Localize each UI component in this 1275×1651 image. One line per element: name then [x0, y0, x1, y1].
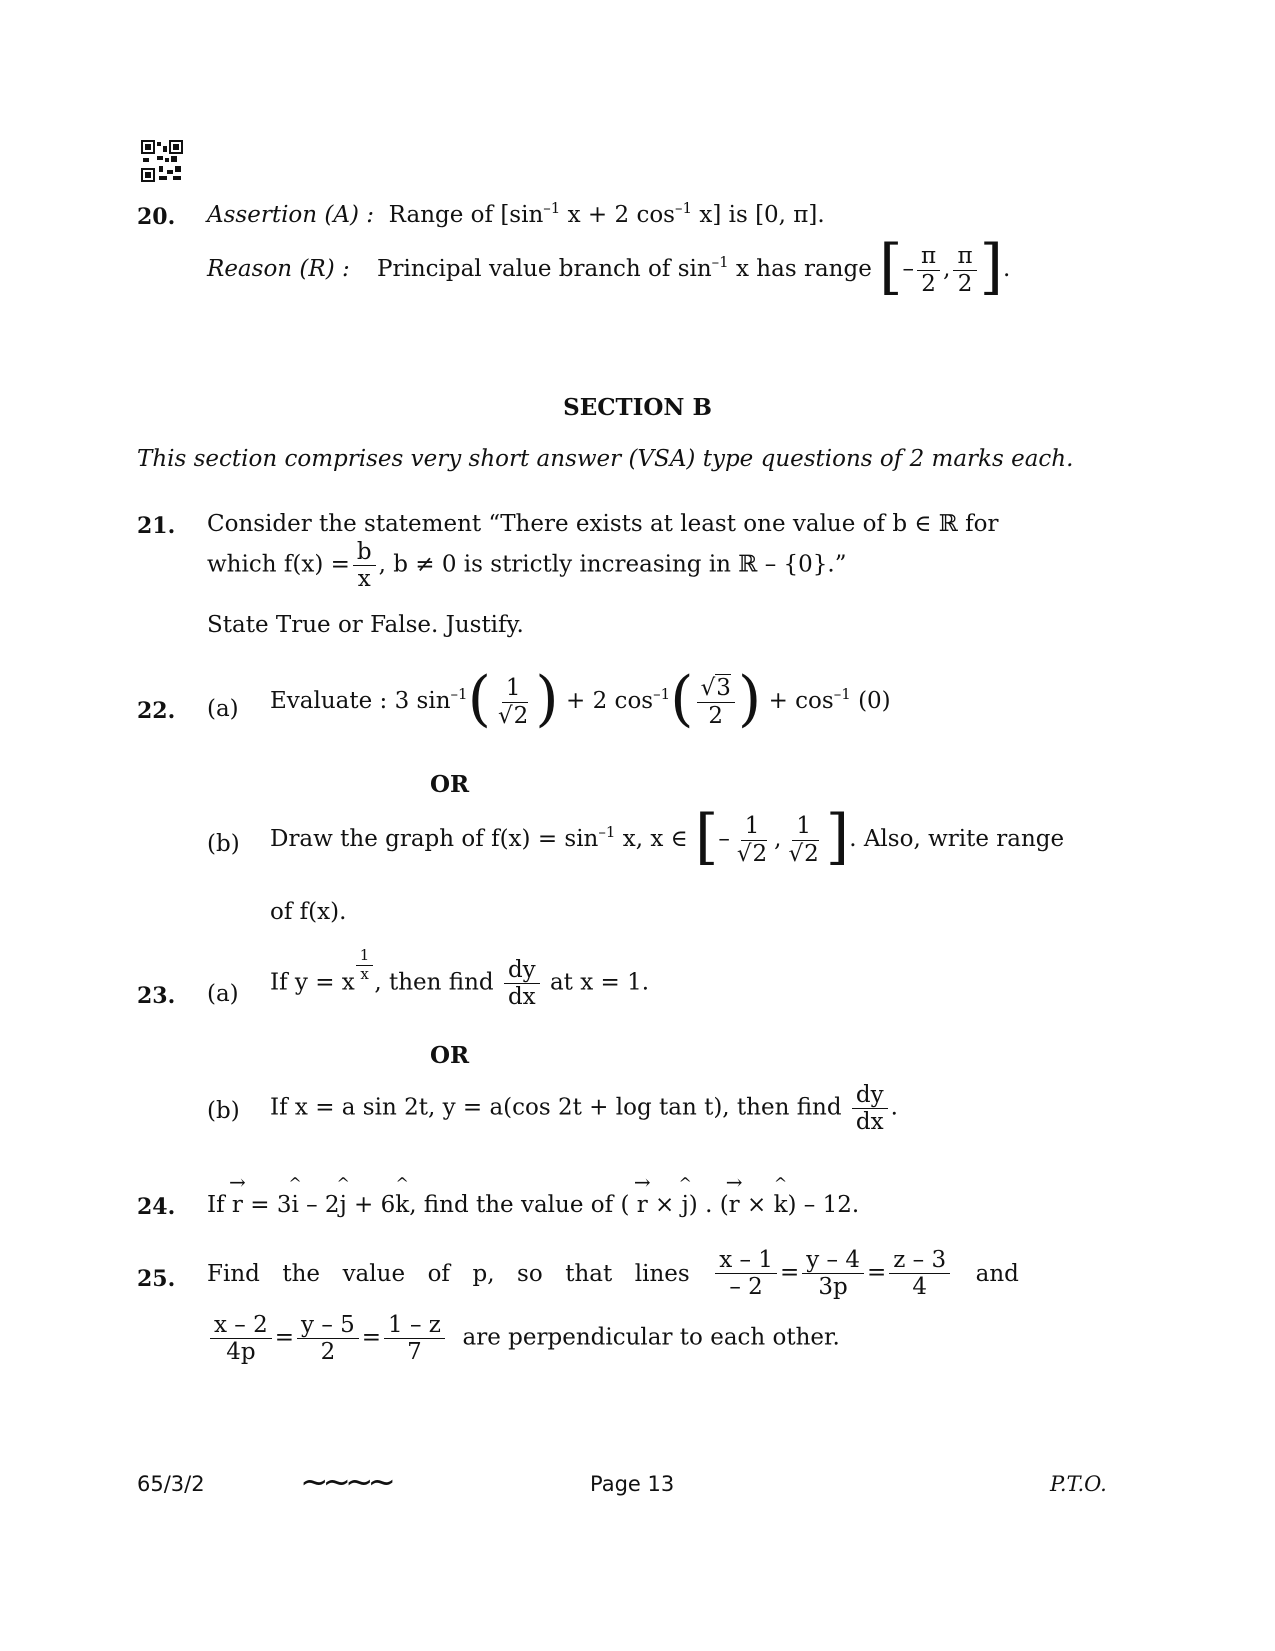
q22b-line2: of f(x).	[270, 899, 347, 925]
part-label: (a)	[207, 981, 239, 1007]
question-number: 23.	[137, 983, 176, 1009]
tilde-decoration-icon: ~~~~	[300, 1462, 390, 1502]
q21-line3: State True or False. Justify.	[207, 612, 524, 638]
reason: Reason (R) : Principal value branch of $\sin^{-1} x$ has range [– $\frac{\pi}{2}$ , $\frac{\pi}{2}$ ].	[207, 232, 1011, 302]
q23a-expression: If y = x $\frac{1}{x}$ , then find $\frac{dy}{dx}$ at x = 1.	[270, 946, 650, 1011]
q22a-expression: Evaluate : 3 $\sin^{-1}$( $\frac{1}{√2}$ ) + 2 $\cos^{-1}$( $\frac{√3}{2}$ ) + $\cos^{-1} (0)$	[270, 664, 891, 734]
assertion-label: Assertion (A) :	[207, 202, 375, 228]
question-number: 20.	[137, 204, 176, 230]
part-label: (a)	[207, 696, 239, 722]
assertion: Assertion (A) : Range of [$\sin^{-1}$ x + 2 $\cos^{-1} x$] is [0, π].	[207, 199, 825, 228]
q24-expression: If → r = 3^ i – 2^ j + 6^ k, find the value of ( → r × ^ j) . (→ r × ^ k) – 12.	[207, 1192, 859, 1218]
page-number: Page 13	[590, 1472, 675, 1496]
question-number: 24.	[137, 1194, 176, 1220]
part-label: (b)	[207, 831, 240, 857]
section-title: SECTION B	[563, 394, 712, 421]
or-label: OR	[430, 771, 470, 798]
question-number: 22.	[137, 698, 176, 724]
or-label: OR	[430, 1042, 470, 1069]
reason-label: Reason (R) :	[207, 256, 350, 282]
q25-line1: Find the value of p, so that lines $\frac{x - 1}{- 2}$ = $\frac{y - 4}{3p}$ = $\frac{z - 3}{4}$ and	[207, 1247, 1019, 1301]
q25-line2: $\frac{x - 2}{4p}$ = $\frac{y - 5}{2}$ = $\frac{1 - z}{7}$ are perpendicular to each other.	[207, 1313, 840, 1364]
pto-label: P.T.O.	[1050, 1472, 1107, 1496]
q21-line2: which f(x) = $\frac{b}{x}$ , b ≠ 0 is strictly increasing in ℝ – {0}.”	[207, 539, 847, 593]
part-label: (b)	[207, 1098, 240, 1124]
question-number: 21.	[137, 513, 176, 539]
q22b-expression: Draw the graph of $f(x) = \sin^{-1} x$, x ∈ [– $\frac{1}{√2}$ , $\frac{1}{√2}$ ]. Also, write range	[270, 802, 1065, 872]
qr-code-icon	[141, 140, 183, 182]
q23b-expression: If x = a sin 2t, y = a(cos 2t + log tan t), then find $\frac{dy}{dx}$ .	[270, 1082, 898, 1136]
section-description: This section comprises very short answer (VSA) type questions of 2 marks each.	[137, 446, 1074, 472]
q21-line1: Consider the statement “There exists at least one value of b ∈ ℝ for	[207, 511, 999, 537]
question-number: 25.	[137, 1266, 176, 1292]
paper-code: 65/3/2	[137, 1472, 205, 1496]
